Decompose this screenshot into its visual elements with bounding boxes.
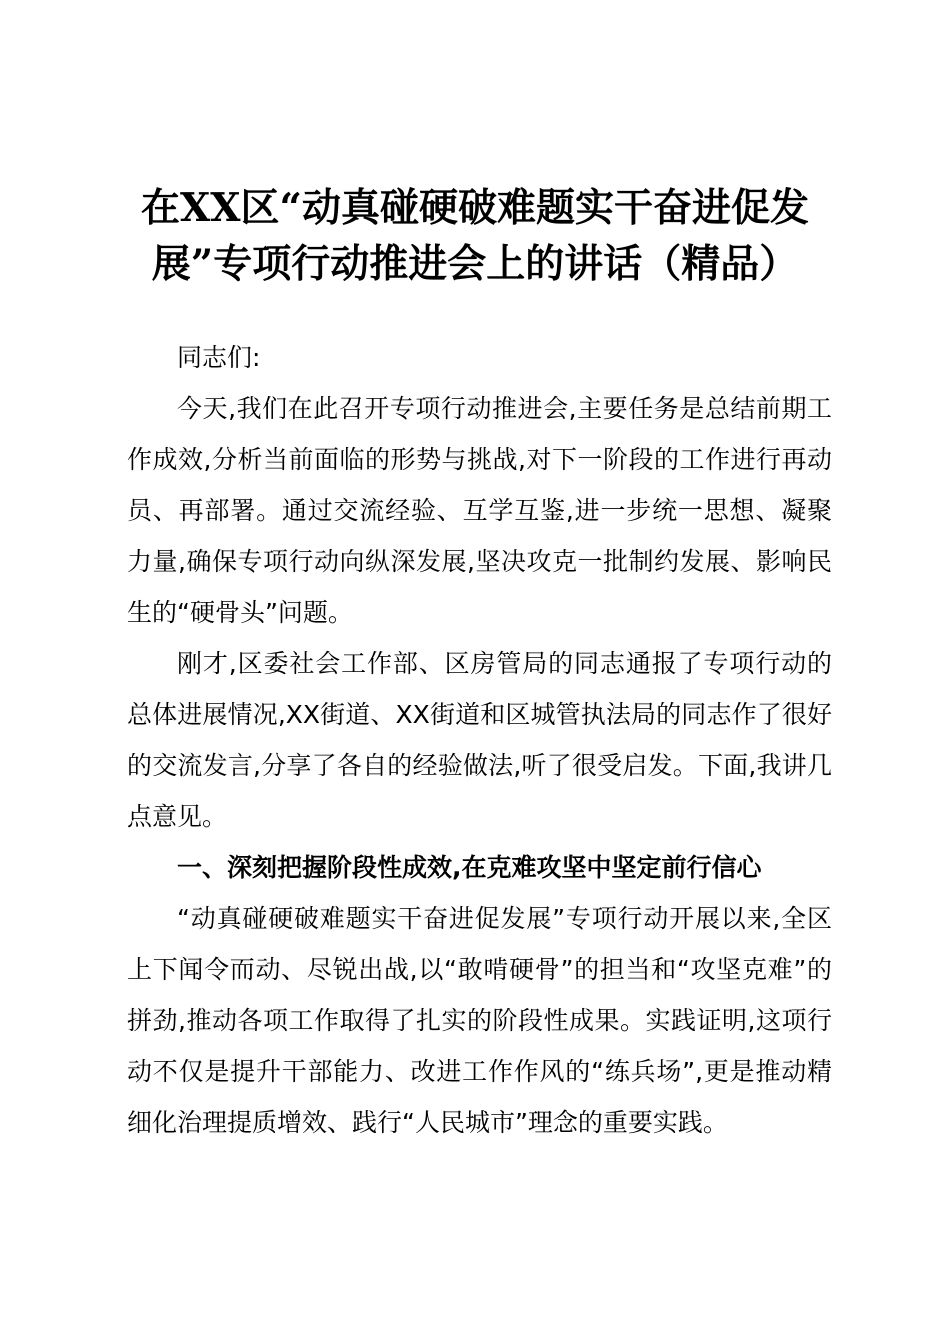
section-heading: 一、深刻把握阶段性成效,在克难攻坚中坚定前行信心 bbox=[177, 853, 762, 882]
salutation: 同志们: bbox=[177, 343, 261, 372]
paragraph-reports: 刚才,区委社会工作部、区房管局的同志通报了专项行动的总体进展情况,XX街道、XX街道和区城管执法局的同志作了很好的交流发言,分享了各自的经验做法,听了很受启发。下面,我讲几点意见。 bbox=[127, 649, 832, 831]
paragraph-section-one: “动真碰硬破难题实干奋进促发展”专项行动开展以来,全区上下闻令而动、尽锐出战,以“敢啃硬骨”的担当和“攻坚克难”的拼劲,推动各项工作取得了扎实的阶段性成果。实践证明,这项行动不仅是提升干部能力、改进工作作风的“练兵场”,更是推动精细化治理提质增效、践行“人民城市”理念的重要实践。 bbox=[127, 904, 832, 1137]
document-body bbox=[127, 332, 832, 1148]
document-title: 在XX区“动真碰硬破难题实干奋进促发展”专项行动推进会上的讲话（精品） bbox=[141, 185, 809, 287]
paragraph-opening: 今天,我们在此召开专项行动推进会,主要任务是总结前期工作成效,分析当前面临的形势与挑战,对下一阶段的工作进行再动员、再部署。通过交流经验、互学互鉴,进一步统一思想、凝聚力量,确保专项行动向纵深发展,坚决攻克一批制约发展、影响民生的“硬骨头”问题。 bbox=[127, 394, 832, 627]
